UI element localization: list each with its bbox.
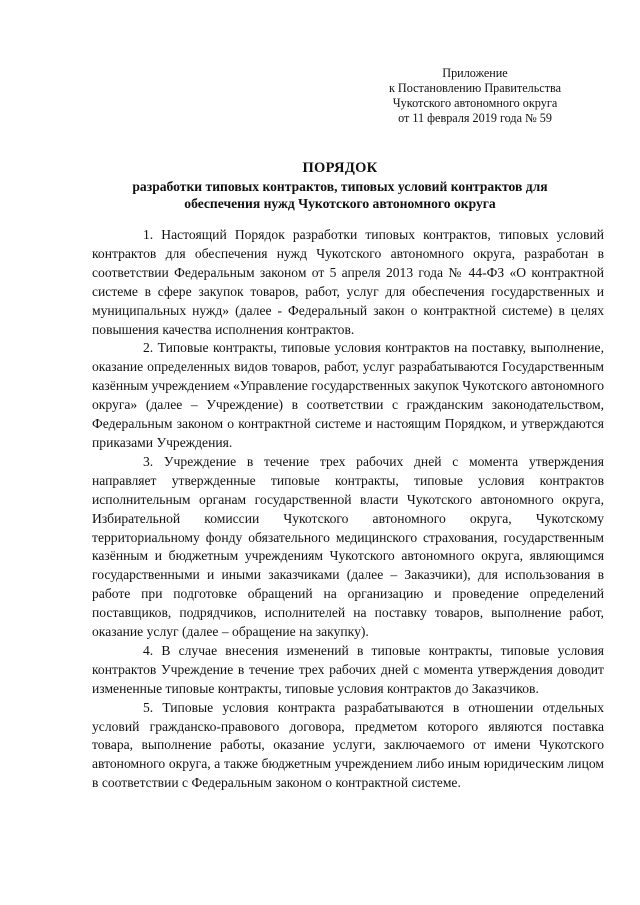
document-title: ПОРЯДОК — [302, 160, 378, 176]
appendix-resolution-ref: к Постановлению Правительства — [388, 81, 562, 95]
paragraph-3: 3. Учреждение в течение трех рабочих дней с момента утверждения направляет утвержденные типовые контракты, типовые условия контрактов исполнительным органам государственной власти Чукотского автономного округа, Избирательной комиссии Чукотского автономного округа, Чукотскому территориальному фонду обязательного медицинского страхования, государственным казённым и бюджетным учреждениям Чукотского автономного округа, являющимся государственными и иными заказчиками (далее – Заказчики), для использования в работе при подготовке обращений на организацию и проведение определений поставщиков, подрядчиков, исполнителей на поставку товаров, выполнение работ, оказание услуг (далее – обращение на закупку). — [92, 453, 604, 640]
document-subtitle-line-1: разработки типовых контрактов, типовых условий контрактов для — [132, 178, 548, 194]
paragraph-2: 2. Типовые контракты, типовые условия контрактов на поставку, выполнение, оказание определенных видов товаров, работ, услуг разрабатываются Государственным казённым учреждением «Управление государственных закупок Чукотского автономного округа» (далее – Учреждение) в соответствии с гражданским законодательством, Федеральным законом о контрактной системе и настоящим Порядком, и утверждаются приказами Учреждения. — [92, 340, 604, 450]
document-body — [92, 226, 604, 793]
appendix-label: Приложение — [442, 66, 508, 80]
document-heading — [80, 160, 600, 213]
appendix-date-number: от 11 февраля 2019 года № 59 — [398, 111, 552, 125]
appendix-region: Чукотского автономного округа — [392, 96, 558, 110]
appendix-block — [360, 66, 590, 126]
paragraph-5: 5. Типовые условия контракта разрабатываются в отношении отдельных условий гражданско-правового договора, предметом которого являются поставка товара, выполнение работы, оказание услуги, заключаемого от имени Чукотского автономного округа, а также бюджетным учреждением либо иным юридическим лицом в соответствии с Федеральным законом о контрактной системе. — [92, 699, 604, 791]
paragraph-4: 4. В случае внесения изменений в типовые контракты, типовые условия контрактов Учреждение в течение трех рабочих дней с момента утверждения доводит измененные типовые контракты, типовые условия контрактов до Заказчиков. — [92, 642, 604, 696]
document-subtitle-line-2: обеспечения нужд Чукотского автономного округа — [184, 196, 496, 211]
paragraph-1: 1. Настоящий Порядок разработки типовых контрактов, типовых условий контрактов для обеспечения нужд Чукотского автономного округа, разработан в соответствии Федеральным законом от 5 апреля 2013 года № 44-ФЗ «О контрактной системе в сфере закупок товаров, работ, услуг для обеспечения государственных и муниципальных нужд» (далее - Федеральный закон о контрактной системе) в целях повышения качества исполнения контрактов. — [92, 227, 604, 337]
